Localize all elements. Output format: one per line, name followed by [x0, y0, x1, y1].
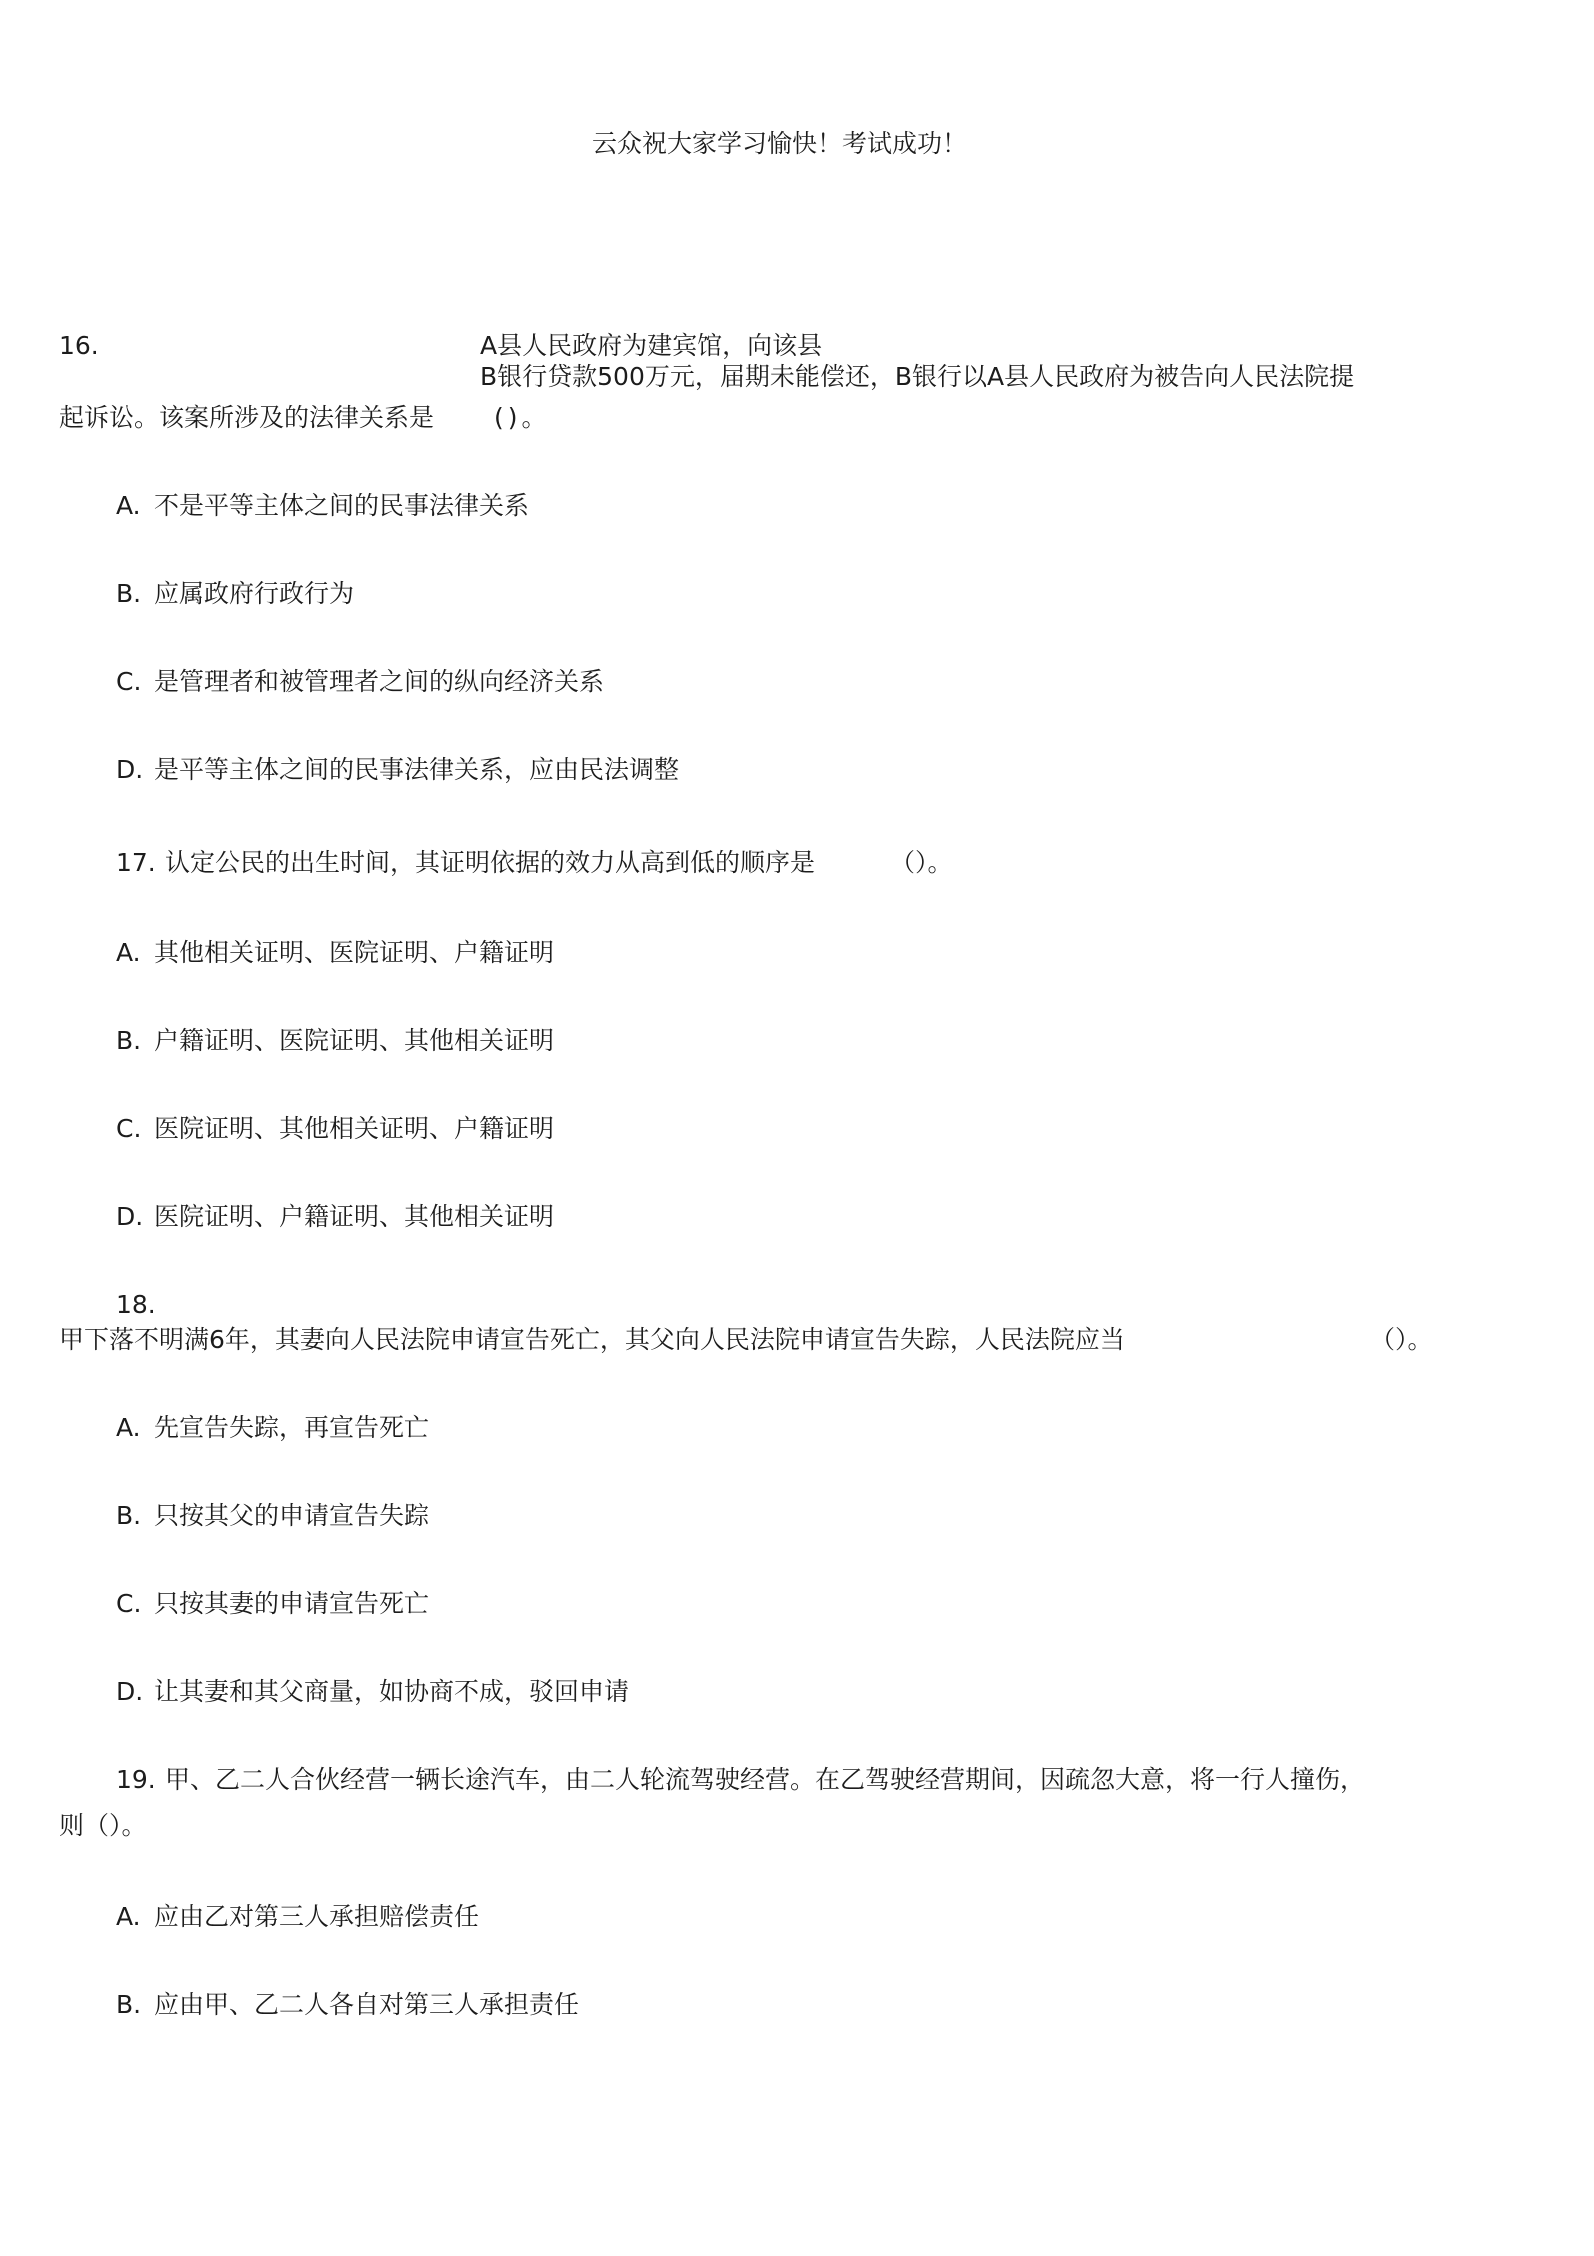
- option-text: 户籍证明、医院证明、其他相关证明: [154, 1026, 555, 1055]
- option-text: 医院证明、其他相关证明、户籍证明: [154, 1114, 555, 1143]
- option-d: [116, 757, 679, 782]
- option-text: 医院证明、户籍证明、其他相关证明: [154, 1202, 555, 1231]
- answer-blank: （）。: [890, 848, 953, 877]
- question-text-line: 甲下落不明满6年，其妻向人民法院申请宣告死亡，其父向人民法院申请宣告失踪，人民法院应当: [59, 1325, 1125, 1354]
- option-letter: C.: [116, 667, 142, 696]
- option-text: 是管理者和被管理者之间的纵向经济关系: [154, 667, 605, 696]
- question-text-line: 则（）。: [59, 1811, 147, 1840]
- option-letter: A.: [116, 491, 141, 520]
- option-letter: D.: [116, 755, 144, 784]
- option-text: 应属政府行政行为: [154, 579, 355, 608]
- option-b: [116, 1028, 554, 1053]
- option-a: [116, 1904, 479, 1929]
- option-b: [116, 1503, 429, 1528]
- option-text: 让其妻和其父商量，如协商不成，驳回申请: [154, 1677, 630, 1706]
- option-a: [116, 1415, 429, 1440]
- question-text-line: 起诉讼。该案所涉及的法律关系是: [59, 403, 435, 432]
- question-number: 17.: [116, 848, 156, 877]
- question-text-line: A县人民政府为建宾馆，向该县: [480, 331, 823, 360]
- question-text-line: 认定公民的出生时间，其证明依据的效力从高到低的顺序是: [165, 848, 816, 877]
- option-text: 是平等主体之间的民事法律关系，应由民法调整: [154, 755, 680, 784]
- option-text: 应由甲、乙二人各自对第三人承担责任: [154, 1990, 580, 2019]
- option-letter: D.: [116, 1677, 144, 1706]
- option-letter: B.: [116, 1501, 142, 1530]
- option-text: 先宣告失踪，再宣告死亡: [154, 1413, 430, 1442]
- option-text: 只按其妻的申请宣告死亡: [154, 1589, 430, 1618]
- question-text-line: B银行贷款500万元，届期未能偿还，B银行以A县人民政府为被告向人民法院提: [480, 362, 1355, 391]
- option-text: 应由乙对第三人承担赔偿责任: [154, 1902, 480, 1931]
- option-c: [116, 1116, 554, 1141]
- option-d: [116, 1679, 629, 1704]
- option-letter: C.: [116, 1114, 142, 1143]
- option-b: [116, 1992, 579, 2017]
- question-number: 19.: [116, 1765, 156, 1794]
- option-letter: B.: [116, 1990, 142, 2019]
- option-letter: D.: [116, 1202, 144, 1231]
- option-text: 不是平等主体之间的民事法律关系: [154, 491, 530, 520]
- option-a: [116, 940, 554, 965]
- page-header-greeting: 云众祝大家学习愉快！考试成功！: [592, 129, 968, 158]
- option-c: [116, 1591, 429, 1616]
- option-letter: B.: [116, 579, 142, 608]
- option-letter: C.: [116, 1589, 142, 1618]
- question-number: 16.: [59, 331, 99, 360]
- option-c: [116, 669, 604, 694]
- question-text-line: 甲、乙二人合伙经营一辆长途汽车，由二人轮流驾驶经营。在乙驾驶经营期间，因疏忽大意，将一行人撞伤，: [165, 1765, 1366, 1794]
- option-b: [116, 581, 354, 606]
- option-letter: B.: [116, 1026, 142, 1055]
- option-d: [116, 1204, 554, 1229]
- option-letter: A.: [116, 938, 141, 967]
- option-text: 只按其父的申请宣告失踪: [154, 1501, 430, 1530]
- option-a: [116, 493, 529, 518]
- option-text: 其他相关证明、医院证明、户籍证明: [154, 938, 555, 967]
- answer-blank: ()。: [494, 403, 551, 432]
- option-letter: A.: [116, 1902, 141, 1931]
- answer-blank: （）。: [1370, 1325, 1433, 1354]
- question-number: 18.: [116, 1290, 156, 1319]
- option-letter: A.: [116, 1413, 141, 1442]
